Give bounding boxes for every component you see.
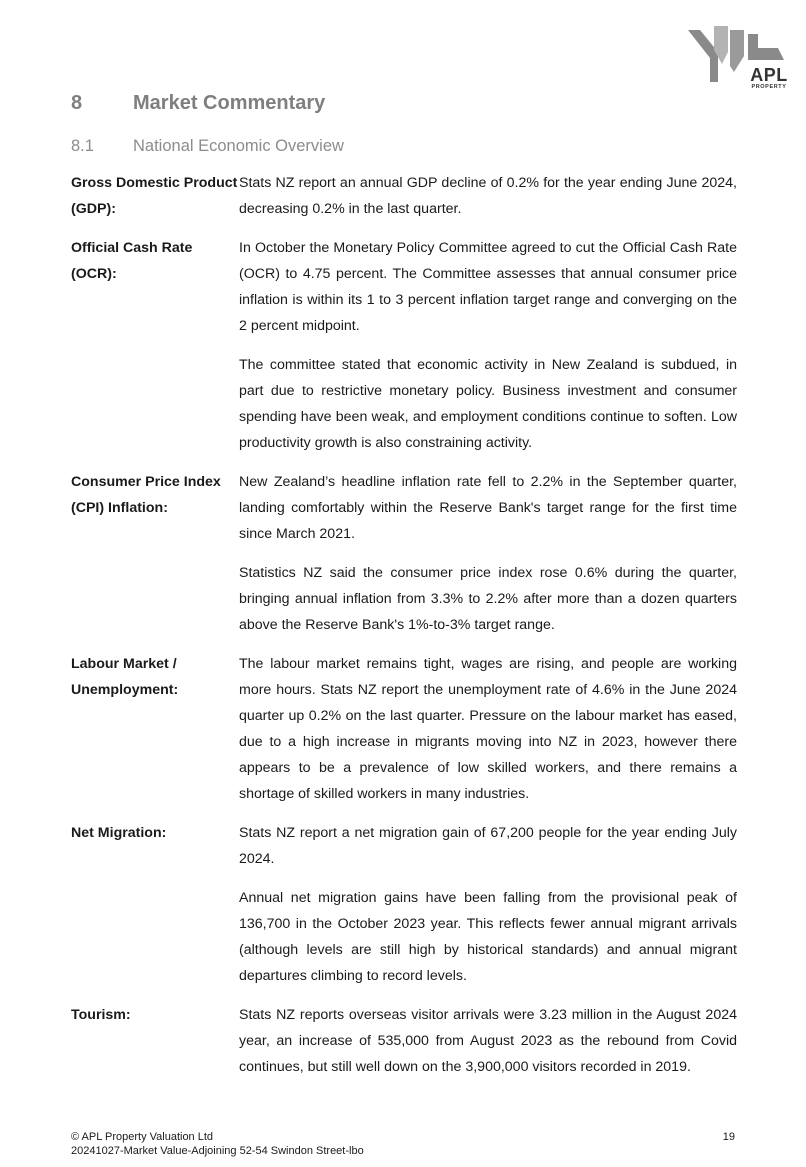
footer-copyright: © APL Property Valuation Ltd (71, 1131, 214, 1143)
cpi-section (71, 469, 737, 638)
migration-term: Net Migration: (71, 825, 167, 841)
ocr-section (71, 235, 737, 456)
ocr-paragraph-1: In October the Monetary Policy Committee agreed to cut the Official Cash Rate (OCR) to 4.75 percent. The Committee assesses that annual consumer price inflation is within its 1 to 3 percent inflation target range and converging on the 2 percent midpoint. (239, 240, 737, 334)
tourism-section (71, 1002, 737, 1080)
labour-term: Labour Market / Unemployment: (71, 656, 179, 698)
ocr-term: Official Cash Rate (OCR): (71, 240, 193, 282)
gdp-description (239, 170, 737, 222)
subsection-heading (71, 137, 344, 156)
page-number: 19 (722, 1131, 735, 1143)
labour-section (71, 651, 737, 807)
apl-property-logo (688, 26, 788, 96)
ocr-paragraph-2: The committee stated that economic activity in New Zealand is subdued, in part due to restrictive monetary policy. Business investment and consumer spending have been weak, and employment conditions continue to soften. Low productivity growth is also constraining activity. (239, 357, 737, 451)
footer-reference: 20241027-Market Value-Adjoining 52-54 Swindon Street-lbo (71, 1145, 364, 1157)
labour-description (239, 651, 737, 807)
migration-section (71, 820, 737, 989)
logo-tagline: PROPERTY (751, 84, 787, 90)
cpi-term: Consumer Price Index (CPI) Inflation: (71, 474, 221, 516)
labour-paragraph-1: The labour market remains tight, wages are rising, and people are working more hours. Stats NZ report the unemployment rate of 4.6% in the June 2024 quarter up 0.2% on the last quarter. Pressure on the labour market has eased, due to a high increase in migrants moving into NZ in 2023, however there appears to be a prevalence of low skilled workers, and there remains a shortage of skilled workers in many industries. (239, 656, 737, 802)
cpi-paragraph-1: New Zealand’s headline inflation rate fell to 2.2% in the September quarter, landing comfortably within the Reserve Bank's target range for the first time since March 2021. (239, 474, 737, 542)
apl-logo-text (748, 66, 790, 91)
gdp-term: Gross Domestic Product (GDP): (71, 175, 238, 217)
subsection-title: National Economic Overview (133, 137, 344, 155)
cpi-description (239, 469, 737, 638)
gdp-paragraph-1: Stats NZ report an annual GDP decline of 0.2% for the year ending June 2024, decreasing 0.2% in the last quarter. (239, 175, 737, 217)
subsection-number: 8.1 (71, 137, 94, 155)
gdp-section (71, 170, 737, 222)
section-heading (71, 92, 325, 115)
ocr-description (239, 235, 737, 456)
logo-name: APL (750, 65, 788, 85)
section-title: Market Commentary (133, 92, 326, 114)
migration-paragraph-1: Stats NZ report a net migration gain of 67,200 people for the year ending July 2024. (239, 825, 737, 867)
tourism-description (239, 1002, 737, 1080)
migration-paragraph-2: Annual net migration gains have been falling from the provisional peak of 136,700 in the October 2023 year. This reflects fewer annual migrant arrivals (although levels are still high by historical standards) and annual migrant departures climbing to record levels. (239, 890, 737, 984)
page-footer (71, 1130, 737, 1158)
tourism-paragraph-1: Stats NZ reports overseas visitor arrivals were 3.23 million in the August 2024 year, an increase of 535,000 from August 2023 as the rebound from Covid continues, but still well down on the 3,900,000 visitors recorded in 2019. (239, 1007, 737, 1075)
economic-overview-list (71, 170, 737, 1093)
tourism-term: Tourism: (71, 1007, 131, 1023)
cpi-paragraph-2: Statistics NZ said the consumer price index rose 0.6% during the quarter, bringing annual inflation from 3.3% to 2.2% after more than a dozen quarters above the Reserve Bank's 1%-to-3% target range. (239, 565, 737, 633)
section-number: 8 (71, 92, 83, 114)
migration-description (239, 820, 737, 989)
